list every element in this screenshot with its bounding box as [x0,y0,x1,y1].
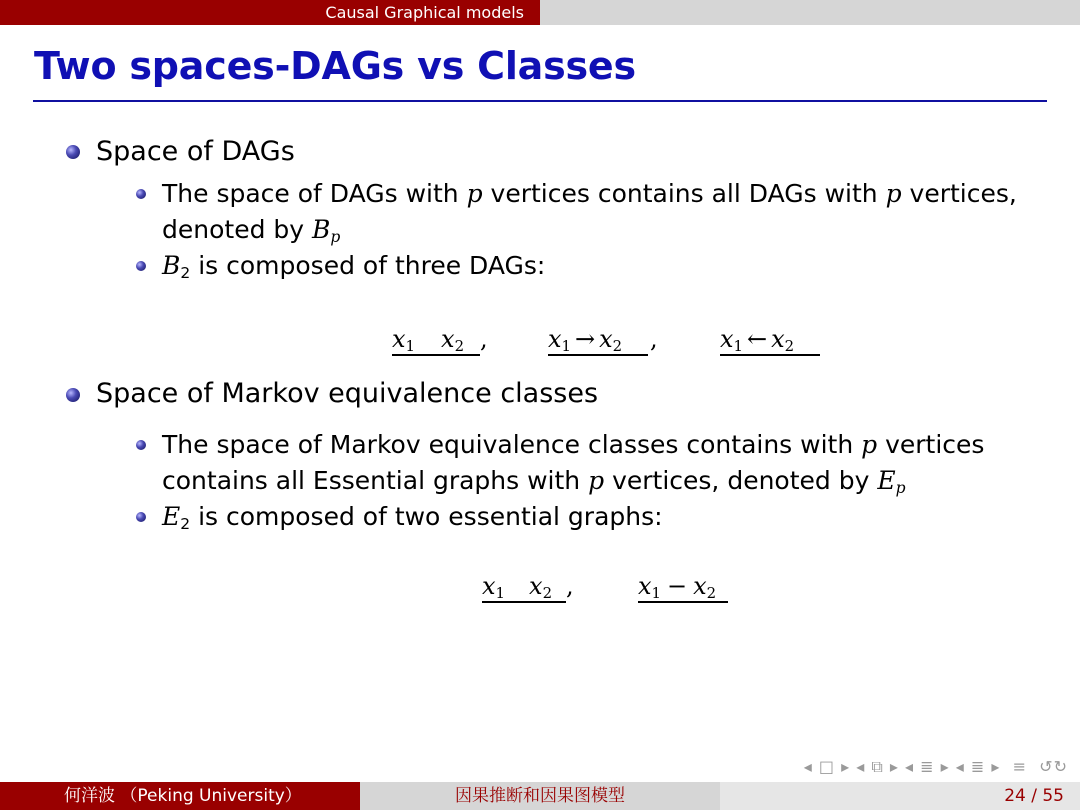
footline [0,782,1080,810]
footer-author: 何洋波 （Peking University） [0,782,360,810]
subitem-text-cont: denoted by $B_p$ [162,215,341,246]
item-heading: Space of Markov equivalence classes [96,378,599,409]
item-heading: Space of DAGs [96,136,295,167]
section-tab[interactable]: Causal Graphical models [0,0,540,25]
title-rule [33,100,1047,102]
nav-right-icon[interactable]: ▸ [841,757,851,776]
nav-left-icon[interactable]: ◂ [856,757,866,776]
nav-right-icon[interactable]: ▸ [940,757,950,776]
bullet-ball-icon [66,388,80,402]
graph-empty: $x_1$ $x_2$ [392,326,480,356]
separator: , [480,325,488,353]
subsection-icon[interactable]: ⧉ [871,757,884,776]
nav-right-icon[interactable]: ▸ [889,757,899,776]
subitem-text: The space of Markov equivalence classes contains with p vertices [162,430,985,459]
page-number: 24 / 55 [720,782,1080,810]
separator: , [566,572,574,600]
bullet-ball-icon [136,189,146,199]
bullet-ball-icon [136,440,146,450]
graph-forward: $x_1 \to x_2$ [548,326,648,356]
bullet-ball-icon [136,261,146,271]
align-icon[interactable]: ≡ [1006,757,1027,776]
essential-graphs-row [0,573,1080,607]
subitem-text-cont: contains all Essential graphs with p vertices, denoted by $E_p$ [162,466,906,497]
bullet-ball-icon [136,512,146,522]
subitem-text: The space of DAGs with p vertices contains all DAGs with p vertices, [162,179,1017,208]
subitem-text: $B_2$ is composed of three DAGs: [162,251,546,282]
section-icon[interactable]: ≣ [920,757,935,776]
dag-graphs-row [0,326,1080,360]
section-icon[interactable]: ≣ [970,757,986,776]
bullet-ball-icon [66,145,80,159]
search-icon[interactable]: ↺↻ [1033,757,1068,776]
frame-title: Two spaces-DAGs vs Classes [34,44,636,88]
subitem-text: $E_2$ is composed of two essential graphs: [162,502,663,533]
nav-left-icon[interactable]: ◂ [955,757,965,776]
nav-left-icon[interactable]: ◂ [905,757,915,776]
graph-backward: $x_1$ ← $x_2$ [720,326,820,356]
navigation-symbols [804,757,1068,777]
nav-left-icon[interactable]: ◂ [803,757,813,776]
nav-right-icon[interactable]: ▸ [991,757,1001,776]
frame-icon[interactable]: □ [818,757,835,776]
graph-undirected: $x_1 - x_2$ [638,573,728,603]
footer-title: 因果推断和因果图模型 [360,782,720,810]
graph-empty: $x_1$ $x_2$ [482,573,566,603]
separator: , [650,325,658,353]
